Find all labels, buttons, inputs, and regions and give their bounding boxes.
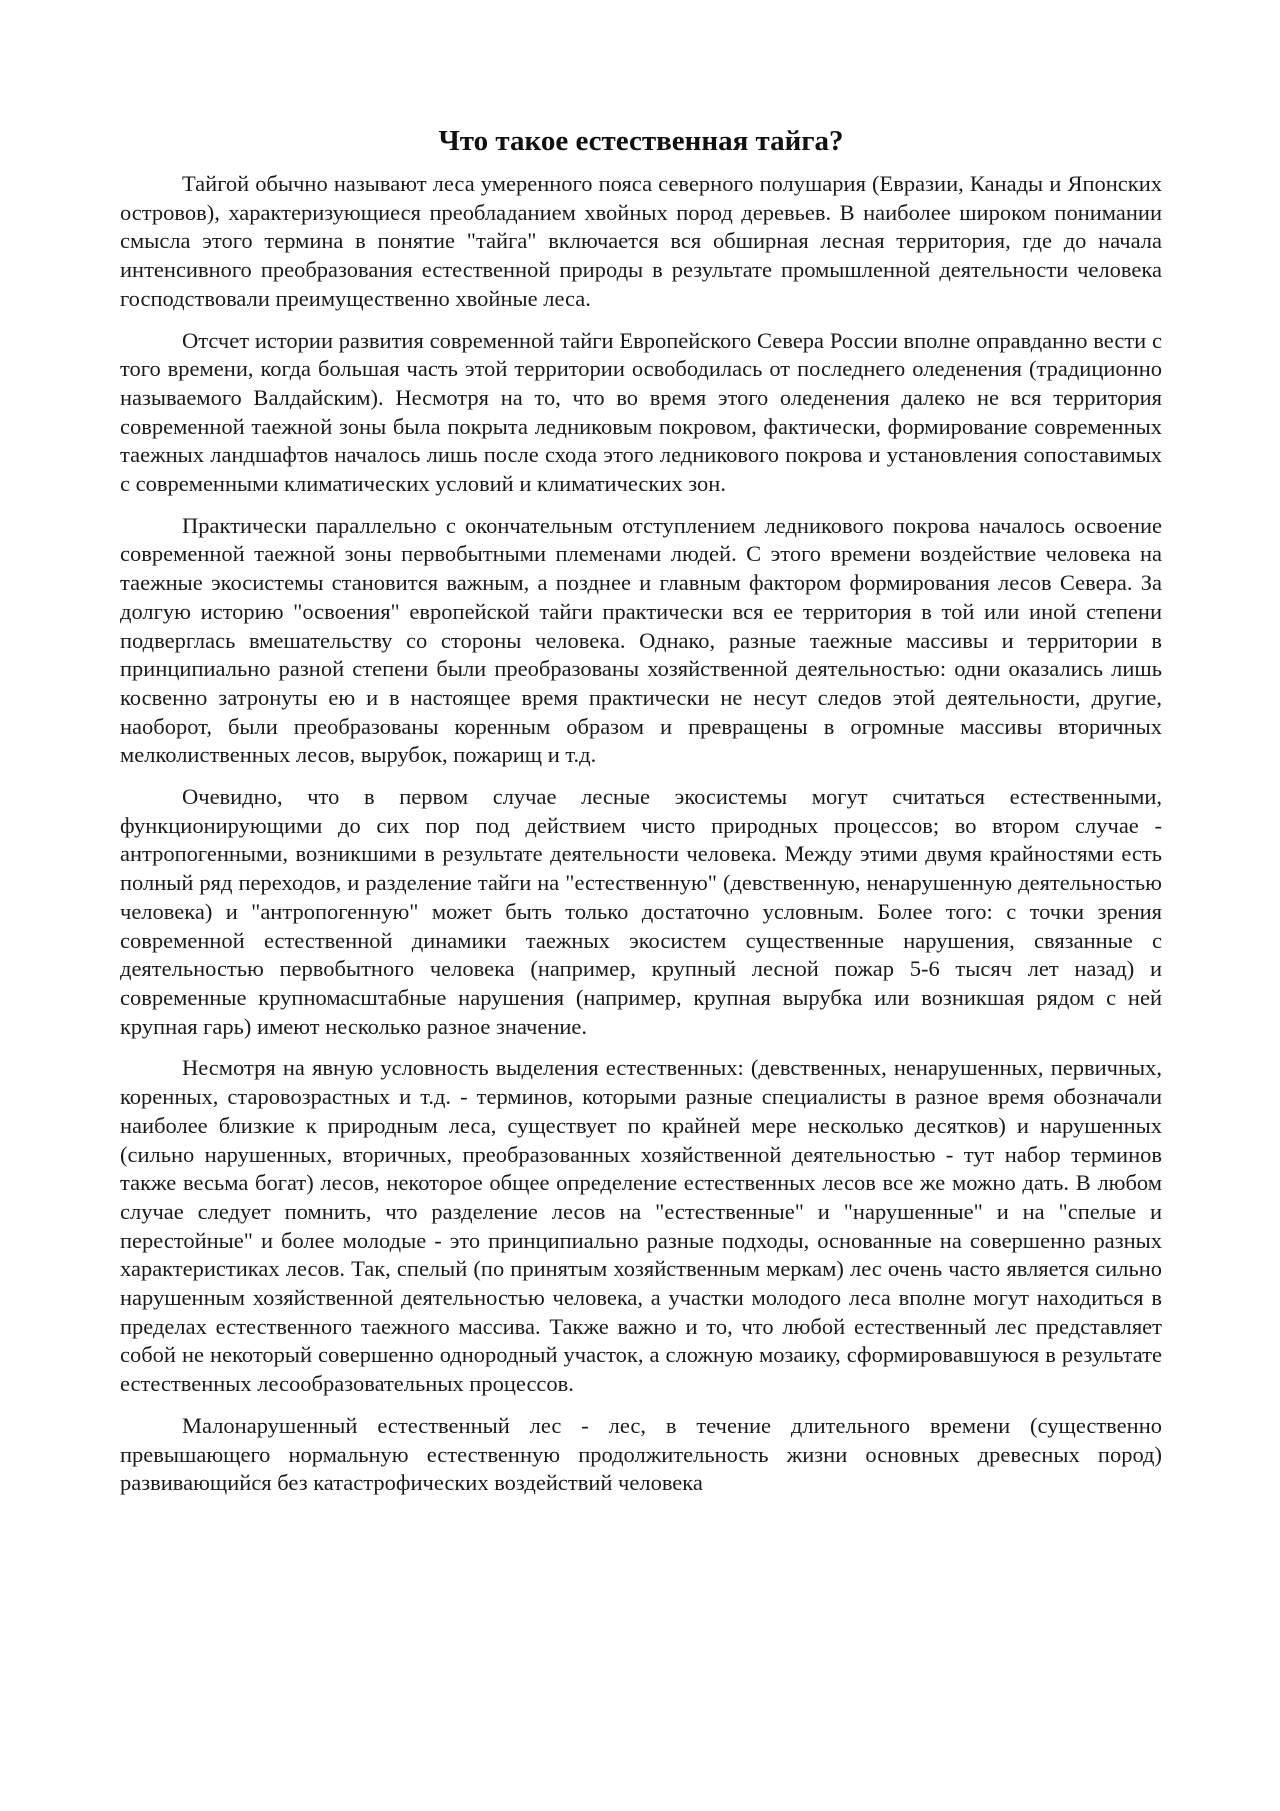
paragraph-4: Очевидно, что в первом случае лесные экосистемы могут считаться естественными, функционирующими до сих пор под действием чисто природных процессов; во втором случае - антропогенными, возникшими в результате деятельности человека. Между этими двумя крайностями есть полный ряд переходов, и разделение тайги на "естественную" (девственную, ненарушенную деятельностью человека) и "антропогенную" может быть только достаточно условным. Более того: с точки зрения современной естественной динамики таежных экосистем существенные нарушения, связанные с деятельностью первобытного человека (например, крупный лесной пожар 5-6 тысяч лет назад) и современные крупномасштабные нарушения (например, крупная вырубка или возникшая рядом с ней крупная гарь) имеют несколько разное значение. (120, 784, 1162, 1039)
paragraph-2: Отсчет истории развития современной тайги Европейского Севера России вполне оправданно вести с того времени, когда большая часть этой территории освободилась от последнего оледенения (традиционно называемого Валдайским). Несмотря на то, что во время этого оледенения далеко не вся территория современной таежной зоны была покрыта ледниковым покровом, фактически, формирование современных таежных ландшафтов началось лишь после схода этого ледникового покрова и установления сопоставимых с современными климатических условий и климатических зон. (120, 327, 1162, 497)
paragraph-3: Практически параллельно с окончательным отступлением ледникового покрова началось освоение современной таежной зоны первобытными племенами людей. С этого времени воздействие человека на таежные экосистемы становится важным, а позднее и главным фактором формирования лесов Севера. За долгую историю "освоения" европейской тайги практически вся ее территория в той или иной степени подверглась вмешательству со стороны человека. Однако, разные таежные массивы и территории в принципиально разной степени были преобразованы хозяйственной деятельностью: одни оказались лишь косвенно затронуты ею и в настоящее время практически не несут следов этой деятельности, другие, наоборот, были преобразованы коренным образом и превращены в огромные массивы вторичных мелколиственных лесов, вырубок, пожарищ и т.д. (120, 512, 1162, 768)
page-title: Что такое естественная тайга? (438, 125, 844, 157)
document-body (120, 120, 1162, 1498)
paragraph-6: Малонарушенный естественный лес - лес, в течение длительного времени (существенно превышающего нормальную естественную продолжительность жизни основных древесных пород) развивающийся без катастрофических воздействий человека (120, 1412, 1162, 1496)
paragraph-5: Несмотря на явную условность выделения естественных: (девственных, ненарушенных, первичных, коренных, старовозрастных и т.д. - терминов, которыми разные специалисты в разное время обозначали наиболее близкие к природным леса, существует по крайней мере несколько десятков) и нарушенных (сильно нарушенных, вторичных, преобразованных хозяйственной деятельностью - тут набор терминов также весьма богат) лесов, некоторое общее определение естественных лесов все же можно дать. В любом случае следует помнить, что разделение лесов на "естественные" и "нарушенные" и на "спелые и перестойные" и более молодые - это принципиально разные подходы, основанные на совершенно разных характеристиках лесов. Так, спелый (по принятым хозяйственным меркам) лес очень часто является сильно нарушенным хозяйственной деятельностью человека, а участки молодого леса вполне могут находиться в пределах естественного таежного массива. Также важно и то, что любой естественный лес представляет собой не некоторый совершенно однородный участок, а сложную мозаику, сформировавшуюся в результате естественных лесообразовательных процессов. (120, 1055, 1162, 1397)
paragraph-1: Тайгой обычно называют леса умеренного пояса северного полушария (Евразии, Канады и Японских островов), характеризующиеся преобладанием хвойных пород деревьев. В наиболее широком понимании смысла этого термина в понятие "тайга" включается вся обширная лесная территория, где до начала интенсивного преобразования естественной природы в результате промышленной деятельности человека господствовали преимущественно хвойные леса. (120, 171, 1162, 311)
